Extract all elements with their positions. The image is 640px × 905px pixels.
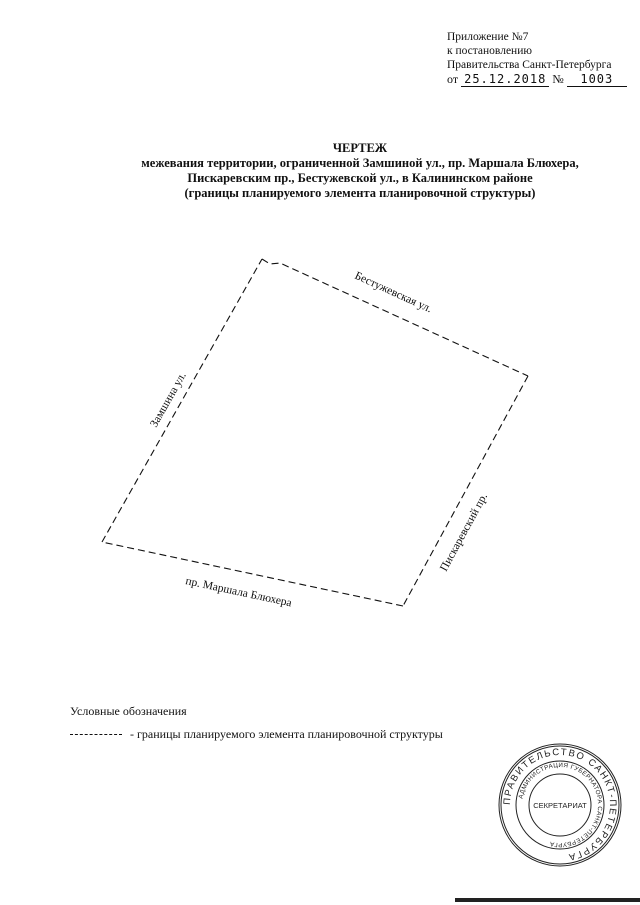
footer-bar: [455, 898, 640, 902]
seal-outer-text: ПРАВИТЕЛЬСТВО САНКТ-ПЕТЕРБУРГА: [501, 746, 619, 863]
heading-line-3: (границы планируемого элемента планировочной структуры): [184, 186, 536, 200]
street-label-right: Пискаревский пр.: [438, 491, 491, 574]
legend-item-label: - границы планируемого элемента планировочной структуры: [130, 727, 443, 741]
decree-from-label: от: [447, 72, 459, 86]
boundary-lines: [102, 259, 528, 606]
street-label-bottom: пр. Маршала Блюхера: [184, 575, 293, 610]
seal-center-text: СЕКРЕТАРИАТ: [533, 801, 587, 810]
boundary-right: [403, 376, 528, 606]
legend-title: Условные обозначения: [70, 704, 187, 718]
appendix-number: Приложение №7: [447, 31, 529, 43]
seal-inner-text: АДМИНИСТРАЦИЯ ГУБЕРНАТОРА САНКТ-ПЕТЕРБУРГА: [517, 761, 604, 849]
official-seal-stamp: [497, 742, 623, 868]
appendix-government: Правительства Санкт-Петербурга: [447, 59, 612, 71]
decree-number: 1003: [567, 72, 627, 87]
heading-line-2: Пискаревским пр., Бестужевской ул., в Калининском районе: [187, 171, 533, 185]
boundary-top: [262, 259, 528, 376]
legend-row: [70, 727, 443, 742]
document-title: ЧЕРТЕЖ: [332, 141, 388, 155]
legend-dash-sample: [70, 734, 122, 735]
street-label-top: Бестужевская ул.: [352, 269, 434, 316]
boundary-left: [102, 259, 262, 542]
street-label-left: Замшина ул.: [148, 370, 189, 430]
decree-number-label: №: [552, 72, 564, 86]
heading-line-1: межевания территории, ограниченной Замшиной ул., пр. Маршала Блюхера,: [141, 156, 579, 170]
appendix-to-decree: к постановлению: [447, 45, 532, 57]
decree-date: 25.12.2018: [461, 72, 549, 87]
